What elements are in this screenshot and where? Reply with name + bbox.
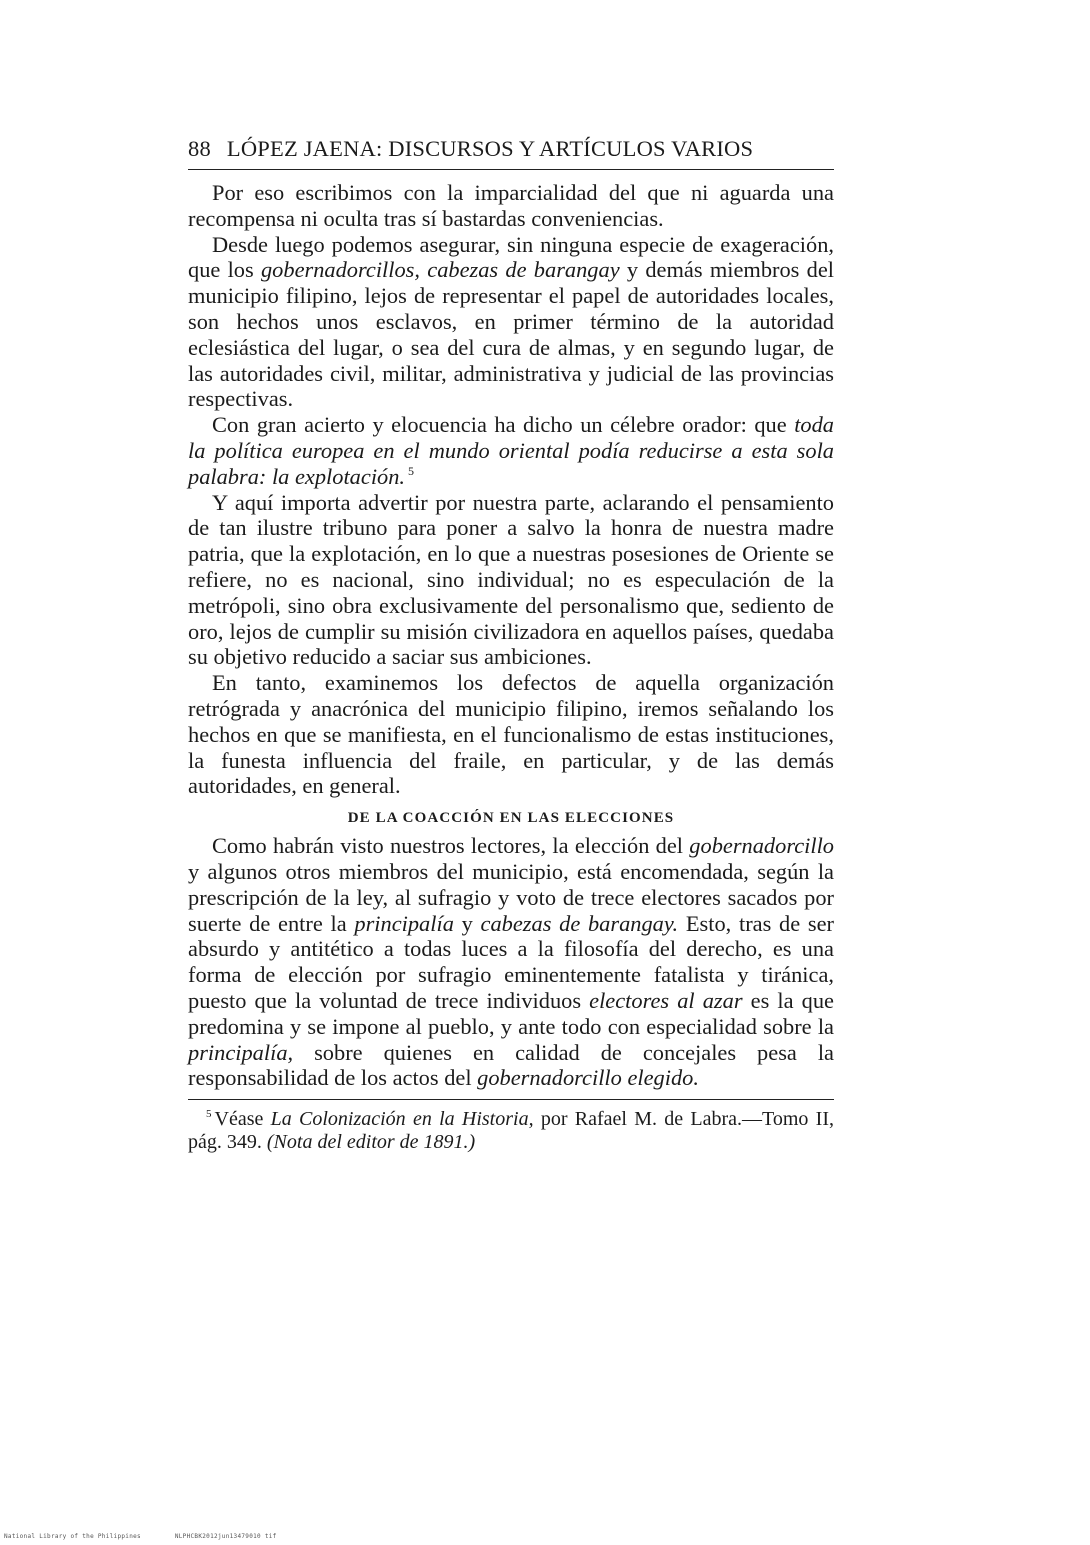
scan-stamp (4, 1533, 307, 1540)
library-stamp: National Library of the Philippines (4, 1533, 141, 1540)
emphasis: gobernadorcillos, cabezas de barangay (260, 257, 620, 283)
footnote-divider (188, 1099, 834, 1100)
footnote-marker: 5 (206, 1108, 212, 1121)
paragraph: Como habrán visto nuestros lectores, la elección del gobernadorcillo y algunos otros miembros del municipio, está encomendada, según la prescripción de la ley, al sufragio y voto de trece electores sacados por suerte de entre la principalía y cabezas de barangay. Esto, tras de ser absurdo y antitético a todas luces a la filosofía del derecho, es una forma de elección por sufragio eminentemente fatalista y tiránica, puesto que la voluntad de trece individuos electores al azar es la que predomina y se impone al pueblo, y ante todo con especialidad sobre la principalía, sobre quienes en calidad de concejales pesa la responsabilidad de los actos del gobernadorcillo elegido. (188, 833, 834, 1091)
section-heading: DE LA COACCIÓN EN LAS ELECCIONES (347, 810, 675, 827)
running-title: LÓPEZ JAENA: DISCURSOS Y ARTÍCULOS VARIOS (226, 136, 754, 161)
footnote-reference: 5 (408, 464, 415, 479)
scan-id: NLPHCBK2012jun13479010 tif (174, 1533, 277, 1540)
quotation: toda la política europea en el mundo oriental podía reducirse a esta sola palabra: la explotación. (188, 412, 834, 489)
book-page (188, 134, 834, 1154)
paragraph: Con gran acierto y elocuencia ha dicho un célebre orador: que toda la política europea en el mundo oriental podía reducirse a esta sola palabra: la explotación. $^5$ (188, 412, 834, 489)
paragraph: Desde luego podemos asegurar, sin ninguna especie de exageración, que los gobernadorcillos, cabezas de barangay y demás miembros del municipio filipino, lejos de representar el papel de autoridades locales, son hechos unos esclavos, en primer término de la autoridad eclesiástica del lugar, o sea del cura de almas, y en segundo lugar, de las autoridades civil, militar, administrativa y judicial de las provincias respectivas. (188, 231, 834, 412)
page-number: 88 (188, 136, 211, 161)
paragraph: Y aquí importa advertir por nuestra parte, aclarando el pensamiento de tan ilustre tribuno para poner a salvo la honra de nuestra madre patria, que la explotación, en lo que a nuestras posesiones de Oriente se refiere, no es nacional, sino individual; no es especulación de la metrópoli, sino obra exclusivamente del personalismo que, sediento de oro, lejos de cumplir su misión civilizadora en aquellos países, quedaba su objetivo reducido a saciar sus ambiciones. (188, 489, 834, 670)
footnote: $^5$ Véase La Colonización en la Historia, por Rafael M. de Labra.—Tomo II, pág. 349. (Nota del editor de 1891.) (188, 1108, 835, 1154)
paragraph: Por eso escribimos con la imparcialidad del que ni aguarda una recompensa ni oculta tras sí bastardas conveniencias. (188, 180, 834, 231)
running-head (188, 134, 834, 170)
body-text (188, 180, 834, 1091)
paragraph: En tanto, examinemos los defectos de aquella organización retrógrada y anacrónica del municipio filipino, iremos señalando los hechos en que se manifiesta, en el funcionalismo de estas instituciones, la funesta influencia del fraile, en particular, y de las demás autoridades, en general. (188, 670, 834, 799)
